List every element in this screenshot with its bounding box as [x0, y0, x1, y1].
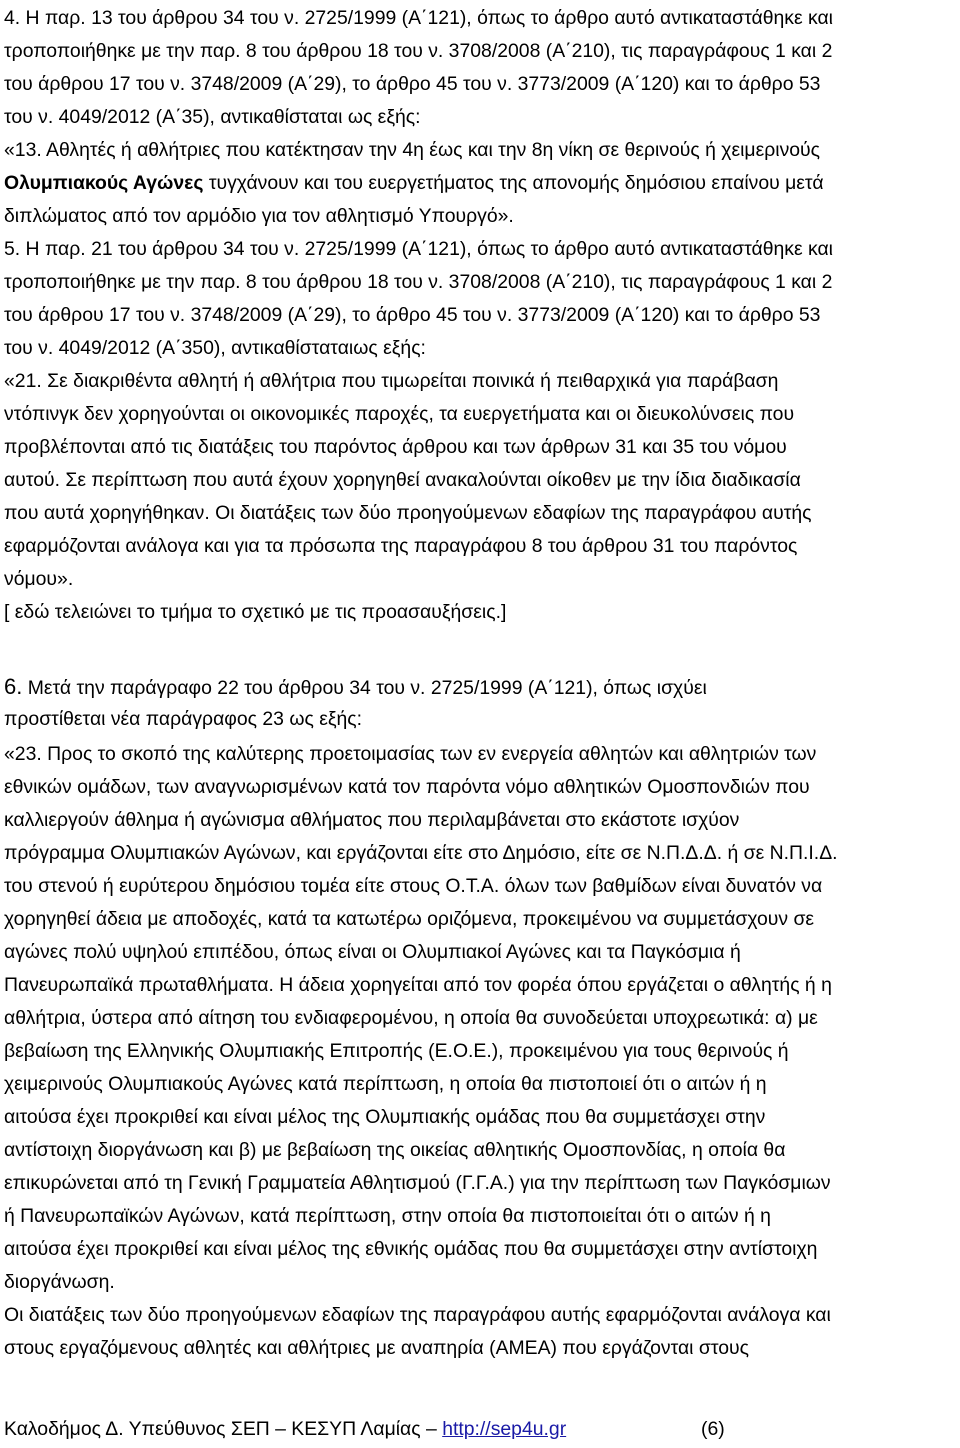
paragraph-line: προβλέπονται από τις διατάξεις του παρόντος άρθρου και των άρθρων 31 και 35 του νόμου — [4, 436, 787, 458]
quote-21 — [4, 365, 956, 629]
paragraph-line: ή Πανευρωπαϊκών Αγώνων, κατά περίπτωση, στην οποία θα πιστοποιείται ότι ο αιτών ή η — [4, 1205, 771, 1227]
paragraph-line: του ν. 4049/2012 (Α΄35), αντικαθίσταται ως εξής: — [4, 106, 421, 128]
paragraph-number: 6. — [4, 674, 23, 699]
paragraph-line: «21. Σε διακριθέντα αθλητή ή αθλήτρια που τιμωρείται ποινικά ή πειθαρχικά για παράβαση — [4, 370, 779, 392]
paragraph-line: του ν. 4049/2012 (Α΄350), αντικαθίσταταιως εξής: — [4, 337, 426, 359]
paragraph-line: εθνικών ομάδων, των αναγνωρισμένων κατά τον παρόντα νόμο αθλητικών Ομοσπονδιών που — [4, 776, 810, 798]
paragraph-line: στους εργαζόμενους αθλητές και αθλήτριες με αναπηρία (ΑΜΕΑ) που εργάζονται στους — [4, 1337, 749, 1359]
paragraph-line: Οι διατάξεις των δύο προηγούμενων εδαφίων της παραγράφου αυτής εφαρμόζονται ανάλογα και — [4, 1304, 831, 1326]
paragraph-line: διπλώματος από τον αρμόδιο για τον αθλητισμό Υπουργό». — [4, 205, 514, 227]
paragraph-line: αιτούσα έχει προκριθεί και είναι μέλος της Ολυμπιακής ομάδας που θα συμμετάσχει στην — [4, 1106, 766, 1128]
paragraph-line: τροποποιήθηκε με την παρ. 8 του άρθρου 18 του ν. 3708/2008 (Α΄210), τις παραγράφους 1 και 2 — [4, 271, 833, 293]
paragraph-line: αντίστοιχη διοργάνωση και β) με βεβαίωση της οικείας αθλητικής Ομοσπονδίας, η οποία θα — [4, 1139, 786, 1161]
page-number: (6) — [701, 1418, 725, 1440]
paragraph-line: χορηγηθεί άδεια με αποδοχές, κατά τα κατωτέρω οριζόμενα, προκειμένου να συμμετάσχουν σε — [4, 908, 815, 930]
paragraph-line: νόμου». — [4, 568, 74, 590]
paragraph-line: που αυτά χορηγήθηκαν. Οι διατάξεις των δύο προηγούμενων εδαφίων της παραγράφου αυτής — [4, 502, 812, 524]
paragraph-line: 5. Η παρ. 21 του άρθρου 34 του ν. 2725/1999 (Α΄121), όπως το άρθρο αυτό αντικαταστάθηκε και — [4, 238, 833, 260]
paragraph-4 — [4, 2, 956, 134]
paragraph-line: προστίθεται νέα παράγραφος 23 ως εξής: — [4, 708, 363, 730]
footer-author-text: Καλοδήμος Δ. Υπεύθυνος ΣΕΠ – ΚΕΣΥΠ Λαμίας – — [4, 1418, 443, 1440]
line-rest: Μετά την παράγραφο 22 του άρθρου 34 του ν. 2725/1999 (Α΄121), όπως ισχύει — [22, 677, 707, 699]
paragraph-line — [4, 167, 956, 200]
paragraph-6 — [4, 670, 956, 736]
paragraph-line: αυτού. Σε περίπτωση που αυτά έχουν χορηγηθεί ανακαλούνται οίκοθεν με την ίδια διαδικασία — [4, 469, 801, 491]
paragraph-line: χειμερινούς Ολυμπιακούς Αγώνες κατά περίπτωση, η οποία θα πιστοποιεί ότι ο αιτών ή η — [4, 1073, 767, 1095]
paragraph-line: «23. Προς το σκοπό της καλύτερης προετοιμασίας των εν ενεργεία αθλητών και αθλητριών των — [4, 743, 817, 765]
paragraph-line: διοργάνωση. — [4, 1271, 115, 1293]
paragraph-line: 4. Η παρ. 13 του άρθρου 34 του ν. 2725/1999 (Α΄121), όπως το άρθρο αυτό αντικαταστάθηκε και — [4, 7, 833, 29]
paragraph-line: «13. Αθλητές ή αθλήτριες που κατέκτησαν την 4η έως και την 8η νίκη σε θερινούς ή χειμερινούς — [4, 139, 821, 161]
paragraph-line: αιτούσα έχει προκριθεί και είναι μέλος της εθνικής ομάδας που θα συμμετάσχει στην αντίστοιχη — [4, 1238, 818, 1260]
paragraph-line: βεβαίωση της Ελληνικής Ολυμπιακής Επιτροπής (Ε.Ο.Ε.), προκειμένου για τους θερινούς ή — [4, 1040, 789, 1062]
paragraph-line: εφαρμόζονται ανάλογα και για τα πρόσωπα της παραγράφου 8 του άρθρου 31 του παρόντος — [4, 535, 798, 557]
paragraph-line: τροποποιήθηκε με την παρ. 8 του άρθρου 18 του ν. 3708/2008 (Α΄210), τις παραγράφους 1 και 2 — [4, 40, 833, 62]
paragraph-line — [4, 670, 956, 703]
paragraph-line: επικυρώνεται από τη Γενική Γραμματεία Αθλητισμού (Γ.Γ.Α.) για την περίπτωση των Παγκόσμιων — [4, 1172, 831, 1194]
footer-link[interactable]: http://sep4u.gr — [442, 1418, 567, 1440]
paragraph-line: ντόπινγκ δεν χορηγούνται οι οικονομικές παροχές, τα ευεργετήματα και οι διευκολύνσεις που — [4, 403, 795, 425]
page-footer — [4, 1413, 956, 1446]
paragraph-line: [ εδώ τελειώνει το τμήμα το σχετικό με τις προασαυξήσεις.] — [4, 601, 507, 623]
paragraph-line: του άρθρου 17 του ν. 3748/2009 (Α΄29), το άρθρο 45 του ν. 3773/2009 (Α΄120) και το άρθρο 53 — [4, 304, 821, 326]
paragraph-line: Πανευρωπαϊκά πρωταθλήματα. Η άδεια χορηγείται από τον φορέα όπου εργάζεται ο αθλητής ή η — [4, 974, 832, 996]
quote-23 — [4, 738, 956, 1365]
paragraph-line: του άρθρου 17 του ν. 3748/2009 (Α΄29), το άρθρο 45 του ν. 3773/2009 (Α΄120) και το άρθρο 53 — [4, 73, 821, 95]
paragraph-line: αγώνες πολύ υψηλού επιπέδου, όπως είναι οι Ολυμπιακοί Αγώνες και τα Παγκόσμια ή — [4, 941, 741, 963]
paragraph-line: καλλιεργούν άθλημα ή αγώνισμα αθλήματος που περιλαμβάνεται στο εκάστοτε ισχύον — [4, 809, 740, 831]
paragraph-line: πρόγραμμα Ολυμπιακών Αγώνων, και εργάζονται είτε στο Δημόσιο, είτε σε Ν.Π.Δ.Δ. ή σε Ν.Π.Ι.Δ. — [4, 842, 838, 864]
paragraph-5 — [4, 233, 956, 365]
bold-phrase: Ολυμπιακούς Αγώνες — [4, 172, 204, 194]
paragraph-line: αθλήτρια, ύστερα από αίτηση του ενδιαφερομένου, η οποία θα συνοδεύεται υποχρεωτικά: α) με — [4, 1007, 818, 1029]
line-rest: τυγχάνουν και του ευεργετήματος της απονομής δημόσιου επαίνου μετά — [203, 172, 824, 194]
paragraph-line: του στενού ή ευρύτερου δημόσιου τομέα είτε στους Ο.Τ.Α. όλων των βαθμίδων είναι δυνατόν να — [4, 875, 823, 897]
quote-13 — [4, 134, 956, 233]
